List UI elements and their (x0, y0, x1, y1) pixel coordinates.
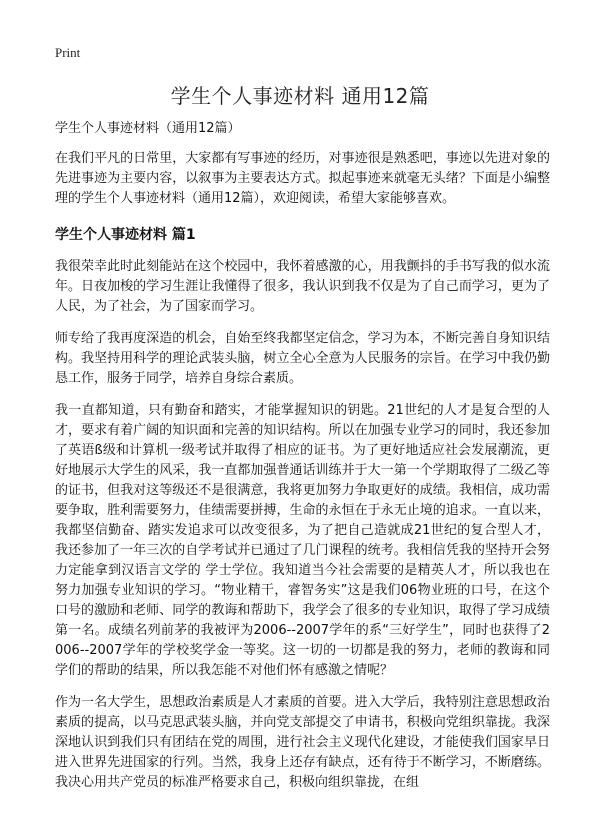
intro-paragraph: 在我们平凡的日常里，大家都有写事迹的经历，对事迹很是熟悉吧，事迹以先进对象的先进事迹为主要内容，以叙事为主要表达方式。拟起事迹来就毫无头绪？下面是小编整理的学生个人事迹材料（通用12篇），欢迎阅读，希望大家能够喜欢。 (55, 151, 550, 206)
document-subtitle: 学生个人事迹材料（通用12篇） (55, 121, 241, 136)
paragraph-2: 师专给了我再度深造的机会，自始至终我都坚定信念，学习为本，不断完善自身知识结构。我坚持用科学的理论武装头脑，树立全心全意为人民服务的宗旨。在学习中我仍勤恳工作，服务于同学，培养自身综合素质。 (55, 331, 550, 386)
page-title: 学生个人事迹材料 通用12篇 (170, 84, 430, 108)
paragraph-3: 我一直都知道，只有勤奋和踏实，才能掌握知识的钥匙。21世纪的人才是复合型的人才，要求有着广阔的知识面和完善的知识结构。所以在加强专业学习的同时，我还参加了英语ß级和计算机一级考试并取得了相应的证书。为了更好地适应社会发展潮流，更好地展示大学生的风采，我一直都加强普通话训练并于大一第一个学期取得了二级乙等的证书，但我对这等级还不是很满意，我将更加努力争取更好的成绩。我相信，成功需要争取，胜利需要努力，佳绩需要拼搏，生命的永恒在于永无止境的追求。一直以来，我都坚信勤奋、踏实发追求可以改变很多，为了把自己造就成21世纪的复合型人才，我还参加了一年三次的自学考试并已通过了几门课程的统考。我相信凭我的坚持开会努力定能拿到汉语言文学的 学士学位。我知道当今社会需要的是精英人才，所以我也在努力加强专业知识的学习。“物业精干，睿智务实”这是我们06物业班的口号，在这个口号的激励和老师、同学的教诲和帮助下，我学会了很多的专业知识，取得了学习成绩第一名。成绩名列前茅的我被评为2006--2007学年的系“三好学生”，同时也获得了2006--2007学年的学校奖学金一等奖。这一切的一切都是我的努力，老师的教诲和同学们的帮助的结果，所以我怎能不对他们怀有感激之情呢？ (55, 403, 550, 678)
section-heading: 学生个人事迹材料 篇1 (55, 227, 196, 243)
paragraph-1: 我很荣幸此时此刻能站在这个校园中，我怀着感激的心，用我颤抖的手书写我的似水流年。日夜加梭的学习生涯让我懂得了很多，我认识到我不仅是为了自己而学习，更为了人民，为了社会，为了国家而学习。 (55, 259, 550, 314)
document-body (55, 119, 550, 805)
print-link[interactable]: Print (55, 45, 81, 60)
paragraph-4: 作为一名大学生，思想政治素质是人才素质的首要。进入大学后，我特别注意思想政治素质的提高，以马克思武装头脑，并向党支部提交了申请书，积极向党组织靠拢。我深深地认识到我们只有团结在党的周围，进行社会主义现代化建设，才能使我们国家早日进入世界先进国家的行列。当然，我身上还存有缺点，还有待于不断学习，不断磨练。我决心用共产党员的标准严格要求自己，积极向组织靠拢，在组 (55, 695, 550, 790)
